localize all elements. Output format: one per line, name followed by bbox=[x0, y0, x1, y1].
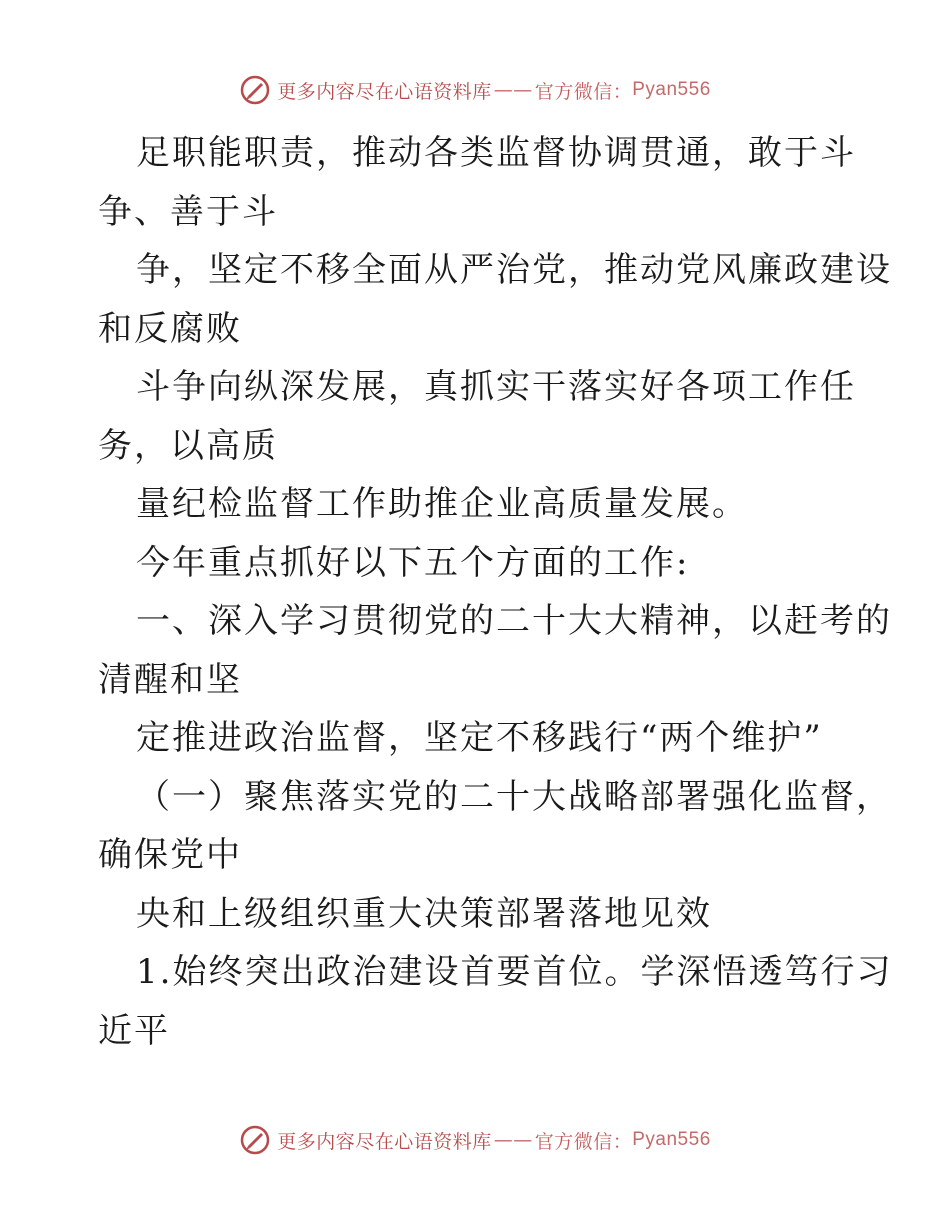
watermark-contact-id: Pyan556 bbox=[632, 1129, 711, 1150]
numbered-item-line: 1.始终突出政治建设首要首位。学深悟透笃行习 bbox=[136, 952, 893, 992]
paragraph-line: 量纪检监督工作助推企业高质量发展。 bbox=[136, 484, 748, 524]
watermark-separator: —— bbox=[493, 1129, 533, 1151]
watermark-contact-text: 官方微信： bbox=[534, 1130, 633, 1153]
watermark-contact-id: Pyan556 bbox=[632, 79, 711, 100]
pen-logo-icon bbox=[239, 74, 271, 106]
header-watermark bbox=[0, 70, 950, 110]
watermark-site-text: 更多内容尽在心语资料库 bbox=[277, 80, 492, 103]
subsection-heading-line: 央和上级组织重大决策部署落地见效 bbox=[136, 893, 712, 934]
paragraph-line: 足职能职责，推动各类监督协调贯通，敢于斗 bbox=[136, 133, 856, 173]
pen-logo-icon bbox=[239, 1124, 271, 1156]
paragraph-line: 争、善于斗 bbox=[98, 191, 278, 232]
document-body bbox=[98, 124, 893, 1060]
watermark-separator: —— bbox=[493, 79, 533, 101]
footer-watermark bbox=[0, 1120, 950, 1160]
paragraph-line: 和反腐败 bbox=[98, 308, 242, 349]
subsection-heading-line: （一）聚焦落实党的二十大战略部署强化监督， bbox=[136, 776, 892, 817]
watermark-site-text: 更多内容尽在心语资料库 bbox=[277, 1130, 492, 1153]
section-heading-line: 清醒和坚 bbox=[98, 659, 242, 700]
numbered-item-line: 近平 bbox=[98, 1010, 170, 1051]
subsection-heading-line: 确保党中 bbox=[98, 835, 242, 875]
paragraph-line: 务，以高质 bbox=[98, 425, 278, 466]
paragraph-line: 争，坚定不移全面从严治党，推动党风廉政建设 bbox=[136, 250, 892, 290]
paragraph-line: 今年重点抓好以下五个方面的工作: bbox=[136, 542, 690, 583]
watermark-contact-text: 官方微信： bbox=[534, 80, 633, 103]
section-heading-line: 定推进政治监督，坚定不移践行“两个维护” bbox=[136, 718, 823, 758]
paragraph-line: 斗争向纵深发展，真抓实干落实好各项工作任 bbox=[136, 367, 856, 407]
section-heading-line: 一、深入学习贯彻党的二十大大精神，以赶考的 bbox=[136, 601, 892, 641]
